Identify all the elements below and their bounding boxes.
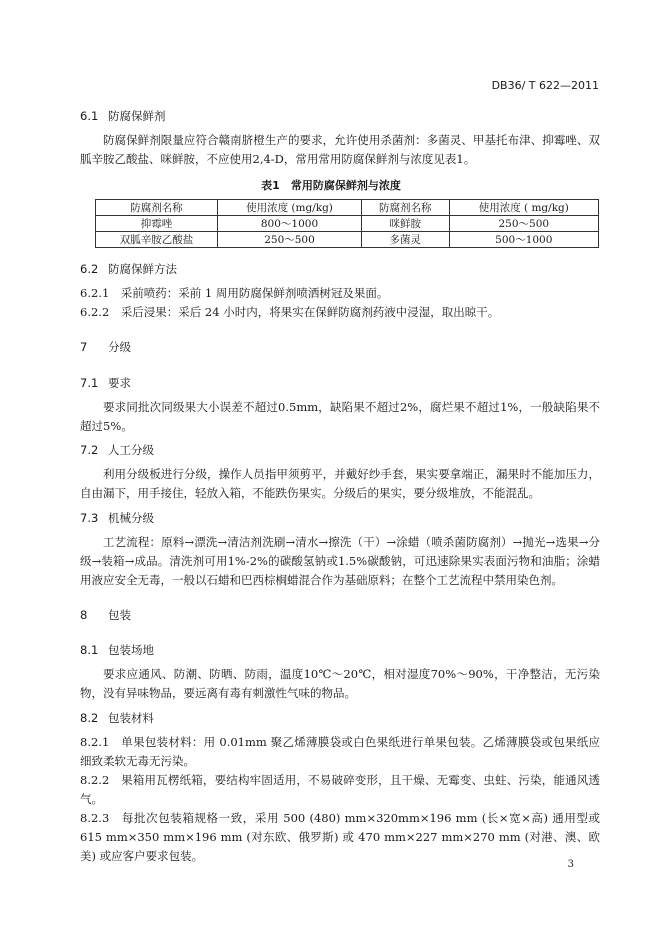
- section-8-2-heading: [80, 710, 154, 726]
- section-6-1-heading: [80, 108, 166, 124]
- document-code: DB36/ T 622—2011: [491, 79, 599, 92]
- section-8-heading: [80, 607, 131, 623]
- preservative-table: [95, 199, 599, 248]
- section-title: 机械分级: [108, 511, 154, 525]
- page-number: 3: [567, 859, 574, 870]
- subsection-8-2-1: 8.2.1 单果包装材料：用 0.01mm 聚乙烯薄膜袋或白色果纸进行单果包装。乙烯薄膜袋或包果纸应细致柔软无毒无污染。: [80, 735, 600, 768]
- table-row: [96, 232, 599, 248]
- table-header-cell: 防腐剂名称: [96, 200, 218, 216]
- table-header-cell: 使用浓度 (mg/kg): [218, 200, 362, 216]
- table-row: [96, 216, 599, 232]
- section-title: 要求: [108, 376, 131, 390]
- section-title: 包装场地: [108, 643, 154, 657]
- section-number: 7.2: [80, 443, 99, 457]
- section-number: 8.1: [80, 643, 99, 657]
- subsection-8-2-3: 8.2.3 每批次包装箱规格一致，采用 500 (480) mm×320mm×196 mm (长×宽×高) 通用型或 615 mm×350 mm×196 mm (对东欧、俄罗斯) 或 470 mm×227 mm×270 mm (对港、澳、欧美) 或应客户要求包装。: [80, 811, 600, 863]
- table-header-cell: 防腐剂名称: [361, 200, 449, 216]
- section-7-1-paragraph: 要求同批次同级果大小误差不超过0.5mm，缺陷果不超过2%，腐烂果不超过1%，一般缺陷果不超过5%。: [80, 400, 600, 433]
- subsection-6-2-2: 6.2.2 采后浸果：采后 24 小时内，将果实在保鲜防腐剂药液中浸湿，取出晾干。: [80, 305, 500, 319]
- section-8-1-heading: [80, 642, 154, 658]
- table-header-cell: 使用浓度 ( mg/kg): [449, 200, 598, 216]
- table-cell: 250～500: [218, 232, 362, 248]
- table-cell: 咪鲜胺: [361, 216, 449, 232]
- section-7-2-paragraph: 利用分级板进行分级，操作人员指甲须剪平，并戴好纱手套，果实要拿端正，漏果时不能加压力，自由漏下，用手接住，轻放入箱，不能跌伤果实。分级后的果实，要分级堆放，不能混乱。: [80, 467, 600, 500]
- section-number: 8.2: [80, 711, 99, 725]
- section-title: 防腐保鲜剂: [108, 109, 166, 123]
- section-7-2-heading: [80, 442, 154, 458]
- section-7-3-heading: [80, 510, 154, 526]
- section-7-1-heading: [80, 375, 131, 391]
- section-number: 8: [80, 608, 88, 622]
- table-caption: 表1 常用防腐保鲜剂与浓度: [261, 179, 401, 192]
- table-cell: 双胍辛胺乙酸盐: [96, 232, 218, 248]
- section-number: 7.1: [80, 376, 99, 390]
- section-number: 6.1: [80, 109, 99, 123]
- table-cell: 800～1000: [218, 216, 362, 232]
- section-6-2-heading: [80, 261, 177, 277]
- section-title: 人工分级: [108, 443, 154, 457]
- table-cell: 抑霉唑: [96, 216, 218, 232]
- section-title: 包装: [108, 608, 131, 622]
- subsection-6-2-1: 6.2.1 采前喷药：采前 1 周用防腐保鲜剂喷洒树冠及果面。: [80, 286, 389, 300]
- section-8-1-paragraph: 要求应通风、防潮、防晒、防雨，温度10℃～20℃，相对湿度70%～90%，干净整洁，无污染物，没有异味物品，要远离有毒有刺激性气味的物品。: [80, 667, 600, 700]
- table-cell: 500～1000: [449, 232, 598, 248]
- table-cell: 多菌灵: [361, 232, 449, 248]
- section-7-3-paragraph: 工艺流程：原料→漂洗→清洁剂洗刷→清水→擦洗（干）→涂蜡（喷杀菌防腐剂）→抛光→选果→分级→装箱→成品。清洗剂可用1%-2%的碳酸氢钠或1.5%碳酸钠，可迅速除果实表面污物和油脂；涂蜡用液应安全无毒，一般以石蜡和巴西棕榈蜡混合作为基础原料；在整个工艺流程中禁用染色剂。: [80, 535, 600, 587]
- section-title: 分级: [108, 340, 131, 354]
- section-number: 7: [80, 340, 88, 354]
- section-title: 包装材料: [108, 711, 154, 725]
- table-header-row: [96, 200, 599, 216]
- section-title: 防腐保鲜方法: [108, 262, 177, 276]
- section-number: 7.3: [80, 511, 99, 525]
- table-cell: 250～500: [449, 216, 598, 232]
- section-7-heading: [80, 339, 131, 355]
- section-number: 6.2: [80, 262, 99, 276]
- subsection-8-2-2: 8.2.2 果箱用瓦楞纸箱，要结构牢固适用，不易破碎变形，且干燥、无霉变、虫蛀、污染，能通风透气。: [80, 773, 600, 806]
- section-6-1-paragraph: 防腐保鲜剂限量应符合赣南脐橙生产的要求，允许使用杀菌剂：多菌灵、甲基托布津、抑霉唑、双胍辛胺乙酸盐、咪鲜胺，不应使用2,4-D，常用常用防腐保鲜剂与浓度见表1。: [80, 133, 600, 166]
